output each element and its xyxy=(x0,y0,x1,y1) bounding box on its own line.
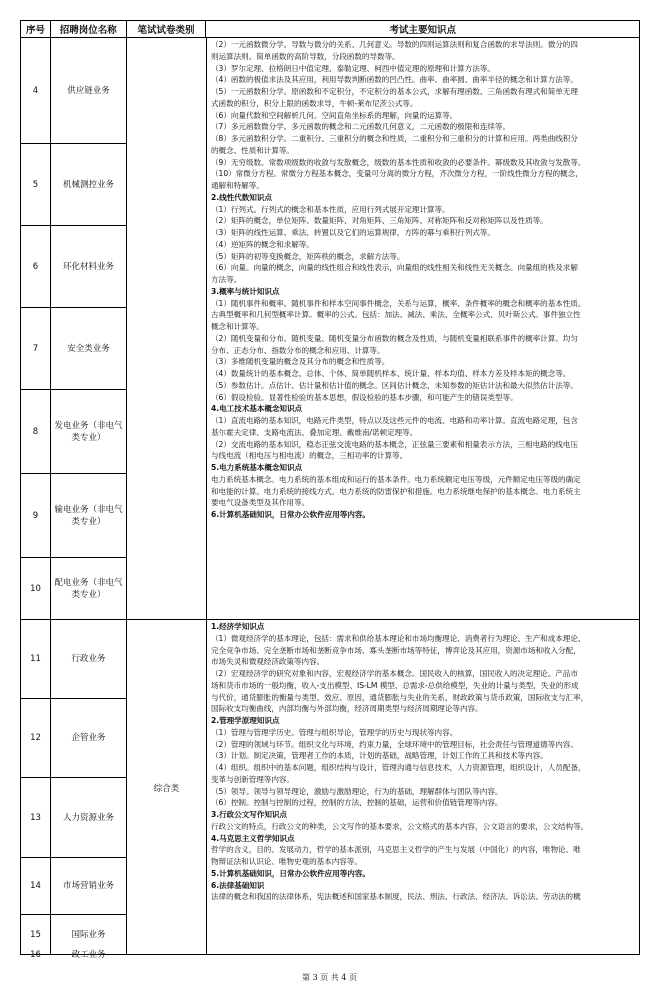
knowledge-line: （6）向量。向量的概念，向量的线性组合和线性表示，向量组的线性相关和线性无关概念。向量组的秩及求解 xyxy=(211,263,578,273)
knowledge-section-heading: 6.法律基础知识 xyxy=(211,880,265,890)
knowledge-line: 分布、正态分布、指数分布的概念和应用、计算等。 xyxy=(211,345,385,355)
knowledge-line: 和电能的计算。电力系统的接线方式。电力系统的防雷保护和措施。电力系统继电保护的基本概念。电力系统主 xyxy=(211,486,581,496)
knowledge-line: （5）参数估计。点估计、估计量和估计值的概念。区间估计概念，未知参数的矩估计法和最大似然估计法等。 xyxy=(211,380,578,390)
knowledge-line: （4）组织。组织中的基本问题，组织结构与设计，管理沟通与信息技术，人力资源管理，组织设计，人员配备， xyxy=(211,763,586,772)
knowledge-line: （2）交流电路的基本知识，稳态正弦交流电路的基本概念，正弦量三要素和相量表示方法，三相电路的线电压 xyxy=(211,439,578,449)
position-cell: 企管业务 xyxy=(51,699,126,778)
position-column: 供应链业务 机械测控业务 环化材料业务 安全类业务 发电业务（非电气类专业） 输电业务（非电气类专业） 配电业务（非电气类专业） 行政业务 企管业务 人力资源业务 市场营销业务 国际业务 政工业务 xyxy=(51,38,127,954)
knowledge-line: 与线电流（相电压与相电流）的概念，三相功率的计算等。 xyxy=(211,451,408,461)
position-cell: 环化材料业务 xyxy=(51,226,126,308)
knowledge-line: （8）多元函数积分学。二重积分、三重积分的概念和性质，二重积分和三重积分的计算和应用。两类曲线积分 xyxy=(211,134,578,143)
knowledge-line: （5）一元函数积分学。原函数和不定积分，不定积分的基本公式，求解有理函数、三角函数有理式和简单无理 xyxy=(211,87,578,96)
knowledge-section-heading: 2.线性代数知识点 xyxy=(211,192,272,202)
header-knowledge: 考试主要知识点 xyxy=(389,25,456,36)
seq-cell: 6 xyxy=(21,226,50,308)
knowledge-line: （3）多维随机变量的概念及其分布的概念和性质等。 xyxy=(211,357,390,367)
knowledge-line: （6）控制。控制与控制的过程，控制的方法，控制的基础，运营和价值链管理等内容。 xyxy=(211,798,503,808)
knowledge-line: 式函数的积分，积分上限的函数求导，牛顿-莱布尼茨公式等。 xyxy=(211,98,418,108)
knowledge-section-heading: 2.管理学原理知识点 xyxy=(211,716,280,725)
position-cell: 行政业务 xyxy=(51,620,126,699)
knowledge-cell-integrated xyxy=(207,620,639,955)
seq-cell: 15 xyxy=(21,915,50,955)
position-cell: 配电业务（非电气类专业） xyxy=(51,558,126,620)
knowledge-section-heading: 4.电工技术基本概念知识点 xyxy=(211,404,303,414)
knowledge-line: （3）矩阵的线性运算、乘法、转置以及它们的运算规律，方阵的幂与乘积行列式等。 xyxy=(211,228,495,237)
knowledge-line: 古典型概率和几何型概率计算。概率的公式。包括：加法、减法、乘法、全概率公式、贝叶斯公式。事件独立性 xyxy=(211,310,581,320)
knowledge-line: 基尔霍夫定律、支路电流法、叠加定理、戴维南/诺顿定理等。 xyxy=(211,427,418,437)
knowledge-line: （1）直流电路的基本知识，电路元件类型，特点以及这些元件的电流、电路和功率计算。直流电路定理，包含 xyxy=(211,416,578,425)
knowledge-line: 概念和计算等。 xyxy=(211,322,264,331)
seq-cell: 7 xyxy=(21,308,50,390)
knowledge-line: 要电气设备类型及其作用等。 xyxy=(211,498,310,508)
seq-cell: 9 xyxy=(21,474,50,558)
header-exam-category: 笔试试卷类别 xyxy=(127,21,207,37)
position-cell: 国际业务 xyxy=(51,915,126,955)
knowledge-section-heading: 3.行政公文写作知识点 xyxy=(211,810,287,819)
knowledge-line: （1）管理与管理学历史。管理与组织导论，管理学的历史与现状等内容。 xyxy=(211,727,458,737)
position-cell: 市场营销业务 xyxy=(51,858,126,915)
position-cell: 发电业务（非电气类专业） xyxy=(51,390,126,474)
knowledge-line: 的概念、性质和计算等。 xyxy=(211,145,294,155)
knowledge-line: （4）逆矩阵的概念和求解等。 xyxy=(211,239,314,249)
knowledge-line: 通解和特解等。 xyxy=(211,181,264,190)
knowledge-section-heading: 5.电力系统基本概念知识点 xyxy=(211,463,303,472)
knowledge-line: （2）宏观经济学的研究对象和内容，宏观经济学的基本概念。国民收入的核算，国民收入的决定理论。产品市 xyxy=(211,669,578,678)
knowledge-line: 行政公文的特点，行政公文的种类，公文写作的基本要求，公文格式的基本内容，公文语言的要求，公文结构等。 xyxy=(211,821,589,831)
category-cell-upper xyxy=(127,38,206,620)
knowledge-line: 哲学的含义，目的、发展动力，哲学的基本派别，马克思主义哲学的产生与发展（中国化）的内容，唯物论、唯 xyxy=(211,845,581,855)
knowledge-line: （3）计划。制定决策，管理者工作的本质，计划的基础，战略管理，计划工作的工具和技术等内容。 xyxy=(211,751,548,761)
knowledge-line: （6）向量代数和空间解析几何。空间直角坐标系的理解，向量的运算等。 xyxy=(211,110,458,120)
seq-cell: 12 xyxy=(21,699,50,778)
knowledge-line: （4）数量统计的基本概念。总体、个体、简单随机样本、统计量、样本均值、样本方差及样本矩的概念等。 xyxy=(211,369,571,378)
knowledge-line: （2）随机变量和分布。随机变量、随机变量分布函数的概念及性质，与随机变量相联系事件的概率计算。均匀 xyxy=(211,333,578,343)
position-cell: 供应链业务 xyxy=(51,38,126,144)
knowledge-line: （6）假设检验。显著性检验的基本思想，假设检验的基本步骤，和可能产生的错误类型等。 xyxy=(211,392,518,402)
knowledge-line: 场和货币市场的一般均衡，收入-支出模型、IS-LM 模型、总需求-总供给模型，失业的计量与类型，失业的形成 xyxy=(211,680,579,690)
position-cell: 人力资源业务 xyxy=(51,778,126,858)
knowledge-line: （2）管理的领域与环节。组织文化与环境，约束力量，全球环境中的管理目标，社会责任与管理道德等内容。 xyxy=(211,739,578,749)
knowledge-line: （7）多元函数微分学。多元函数的概念和二元函数几何意义，二元函数的极限和连续等。 xyxy=(211,122,510,132)
position-cell: 输电业务（非电气类专业） xyxy=(51,474,126,558)
knowledge-line: （10）常微分方程。常微分方程基本概念，变量可分离的微分方程，齐次微分方程，一阶线性微分方程的概念， xyxy=(211,169,583,179)
knowledge-line: 市场失灵和微观经济政策等内容。 xyxy=(211,657,325,667)
position-cell: 安全类业务 xyxy=(51,308,126,390)
knowledge-line: 则运算法则。简单函数的高阶导数，分段函数的导数等。 xyxy=(211,51,400,61)
knowledge-line: 法律的概念和我国的法律体系，宪法概述和国家基本制度，民法、刑法、行政法、经济法、诉讼法、劳动法的概 xyxy=(211,892,581,902)
seq-cell: 13 xyxy=(21,778,50,858)
knowledge-line: 变革与创新管理等内容。 xyxy=(211,774,294,784)
seq-cell: 14 xyxy=(21,858,50,915)
knowledge-cell-upper xyxy=(207,38,639,620)
knowledge-line: （3）罗尔定理、拉格朗日中值定理、泰勒定理、柯西中值定理的原理和计算方法等。 xyxy=(211,63,495,73)
seq-cell: 8 xyxy=(21,390,50,474)
knowledge-section-heading: 4.马克思主义哲学知识点 xyxy=(211,833,295,843)
knowledge-line: 电力系统基本概念。电力系统的基本组成和运行的基本条件。电力系统额定电压等级，元件额定电压等级的确定 xyxy=(211,474,581,484)
position-cell: 机械测控业务 xyxy=(51,144,126,226)
knowledge-column xyxy=(207,38,639,954)
knowledge-line: （2）矩阵的概念，单位矩阵、数量矩阵、对角矩阵、三角矩阵、对称矩阵和反对称矩阵以及性质等。 xyxy=(211,216,548,226)
category-cell-integrated: 综合类 xyxy=(153,783,180,794)
table-header xyxy=(20,20,640,38)
knowledge-line: 完全竞争市场、完全垄断市场和垄断竞争市场、寡头垄断市场等特征，博弈论及其应用，资源市场和收入分配， xyxy=(211,645,581,655)
category-column xyxy=(127,38,207,954)
knowledge-line: 方法等。 xyxy=(211,275,242,284)
knowledge-line: （1）行列式。行列式的概念和基本性质，应用行列式展开定理计算等。 xyxy=(211,204,450,214)
knowledge-line: （9）无穷级数。常数项级数的收敛与发散概念，级数的基本性质和收敛的必要条件。幂级数及其收敛与发散等。 xyxy=(211,157,586,167)
exam-table xyxy=(20,20,640,960)
header-seq: 序号 xyxy=(21,21,51,37)
knowledge-line: （1）微观经济学的基本理论，包括：需求和供给基本理论和市场均衡理论、消费者行为理论、生产和成本理论、 xyxy=(211,633,586,643)
knowledge-line: （2）一元函数微分学。导数与微分的关系、几何意义。导数的四则运算法则和复合函数的求导法则。微分的四 xyxy=(211,40,578,49)
knowledge-line: （5）领导。领导与领导理论，激励与激励理论，行为的基础，理解群体与团队等内容。 xyxy=(211,786,503,796)
seq-cell: 10 xyxy=(21,558,50,620)
knowledge-line: （5）矩阵的初等变换概念，矩阵秩的概念，求解方法等。 xyxy=(211,251,405,261)
knowledge-line: 国际收支均衡曲线，内部均衡与外部均衡，经济周期类型与经济周期理论等内容。 xyxy=(211,704,483,714)
knowledge-section-heading: 6.计算机基础知识，日常办公软件应用等内容。 xyxy=(211,510,370,519)
header-position: 招聘岗位名称 xyxy=(51,21,127,37)
page-footer: 第 3 页 共 4 页 xyxy=(302,973,357,982)
knowledge-section-heading: 3.概率与统计知识点 xyxy=(211,286,280,296)
knowledge-line: （1）随机事件和概率。随机事件和样本空间事件概念，关系与运算，概率、条件概率的概念和概率的基本性质。 xyxy=(211,298,586,308)
knowledge-section-heading: 1.经济学知识点 xyxy=(211,622,265,631)
seq-cell: 5 xyxy=(21,144,50,226)
seq-column: 4 5 6 7 8 9 10 11 12 13 14 15 16 xyxy=(21,38,51,954)
knowledge-line: （4）函数的极值求法及其应用，利用导数判断函数的凹凸性。曲率、曲率圆、曲率半径的概念和计算方法等。 xyxy=(211,75,578,85)
table-body xyxy=(20,38,640,960)
seq-cell: 4 xyxy=(21,38,50,144)
knowledge-line: 与代价，通货膨胀的衡量与类型、效应、原因，通货膨胀与失业的关系，财政政策与货币政策，国际收支与汇率， xyxy=(211,692,589,702)
knowledge-line: 物辩证法和认识论、唯物史观的基本内容等。 xyxy=(211,857,362,866)
knowledge-section-heading: 5.计算机基础知识，日常办公软件应用等内容。 xyxy=(211,868,370,878)
seq-cell: 11 xyxy=(21,620,50,699)
